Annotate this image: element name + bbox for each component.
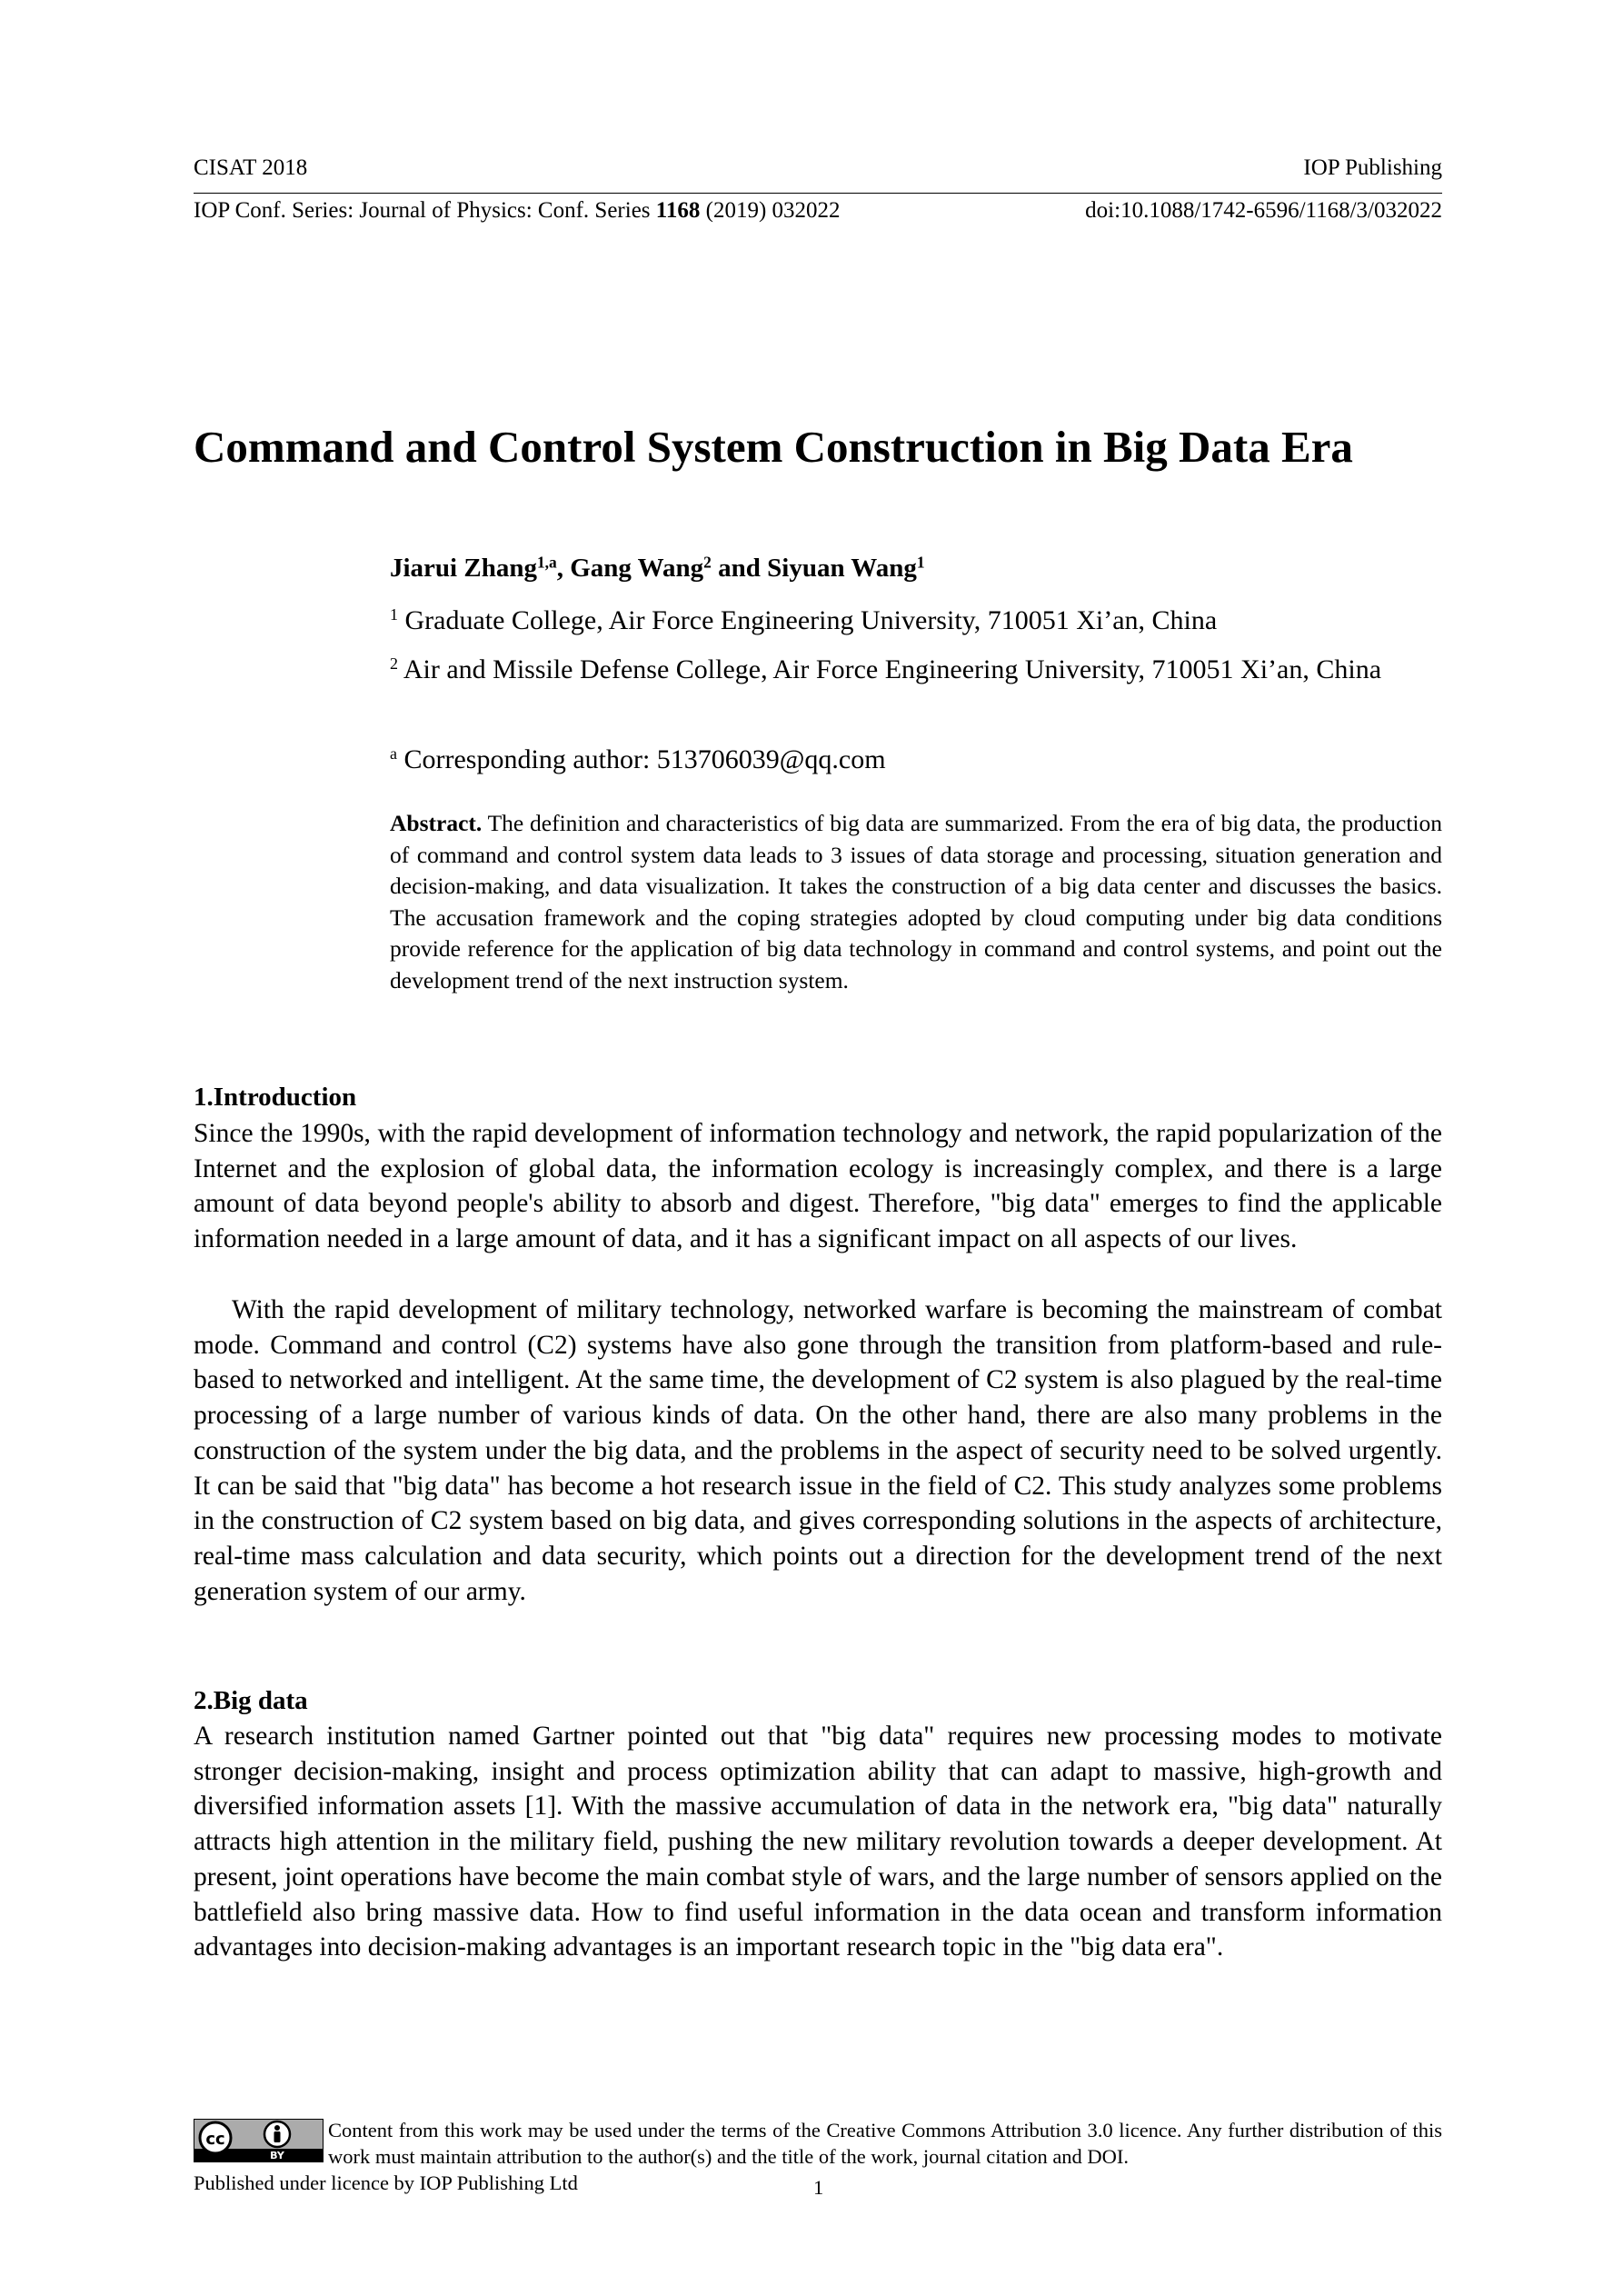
- doi-link[interactable]: doi:10.1088/1742-6596/1168/3/032022: [1085, 198, 1442, 223]
- section-heading-introduction: 1.Introduction: [194, 1083, 357, 1112]
- series-volume: 1168: [655, 198, 701, 223]
- licence-note: Content from this work may be used under the terms of the Creative Commons Attribution 3.0 licence. Any further distribution of this work must maintain attribution to the author(s) and the title of the work, journal citation and DOI.: [328, 2119, 1442, 2168]
- author-name: Jiarui Zhang: [390, 554, 537, 583]
- paragraph: A research institution named Gartner pointed out that "big data" requires new processing modes to motivate stronger decision-making, insight and process optimization ability that can adapt to massive, high-growth and diversified information assets [1]. With the massive accumulation of data in the network era, "big data" naturally attracts high attention in the military field, pushing the new military revolution towards a deeper development. At present, joint operations have become the main combat style of wars, and the large number of sensors applied on the battlefield also bring massive data. How to find useful information in the data ocean and transform information advantages into decision-making advantages is an important research topic in the "big data era".: [194, 1722, 1442, 1962]
- author-name: Gang Wang: [570, 554, 704, 583]
- author-affiliation-mark: 1: [916, 553, 925, 572]
- paragraph: With the rapid development of military technology, networked warfare is becoming the mainstream of combat mode. Command and control (C2) systems have also gone through the transition from platform-based and rule-based to networked and intelligent. At the same time, the development of C2 system is also plagued by the real-time processing of a large number of various kinds of data. On the other hand, there are also many problems in the construction of the system under the big data, and the problems in the aspect of security need to be solved urgently. It can be said that "big data" has become a hot research issue in the field of C2. This study analyzes some problems in the construction of C2 system based on big data, and gives corresponding solutions in the aspects of architecture, real-time mass calculation and data security, which points out a direction for the development trend of the next generation system of our army.: [194, 1295, 1442, 1606]
- affiliation-2: $^2$ Air and Missile Defense College, Air Force Engineering University, 710051 Xi’an, China: [390, 654, 1382, 684]
- publisher-footer: Published under licence by IOP Publishing Ltd: [194, 2171, 578, 2194]
- paragraph: Since the 1990s, with the rapid development of information technology and network, the rapid popularization of the Internet and the explosion of global data, the information ecology is increasingly complex, and there is a large amount of data beyond people's ability to absorb and digest. Therefore, "big data" emerges to find the applicable information needed in a large amount of data, and it has a significant impact on all aspects of our lives.: [194, 1119, 1442, 1254]
- author-affiliation-mark: 2: [703, 553, 712, 572]
- abstract-label: Abstract.: [390, 810, 483, 836]
- cc-logo-text: cc: [205, 2130, 225, 2149]
- cc-by-licence-icon: [194, 2119, 324, 2162]
- abstract-text: The definition and characteristics of big data are summarized. From the era of big data, the production of command and control system data leads to 3 issues of data storage and processing, situation generation and decision-making, and data visualization. It takes the construction of a big data center and discusses the basics. The accusation framework and the coping strategies adopted by cloud computing under big data conditions provide reference for the application of big data technology in command and control systems, and point out the development trend of the next instruction system.: [390, 810, 1442, 993]
- section-heading-big-data: 2.Big data: [194, 1686, 308, 1715]
- publisher-name: IOP Publishing: [1303, 155, 1442, 180]
- conference-name: CISAT 2018: [194, 155, 308, 180]
- affiliation-1: $^1$ Graduate College, Air Force Engineering University, 710051 Xi’an, China: [390, 605, 1218, 635]
- series-header: [194, 193, 1442, 225]
- paper-title: Command and Control System Construction in Big Data Era: [194, 422, 1353, 472]
- author-name: Siyuan Wang: [767, 554, 917, 583]
- abstract: [390, 808, 1442, 996]
- series-citation: IOP Conf. Series: Journal of Physics: Conf. Series 1168 (2019) 032022: [194, 198, 841, 223]
- cc-by-text: BY: [270, 2150, 284, 2161]
- running-header: [194, 155, 1442, 182]
- author-list: Jiarui Zhang$^{1,a}$, Gang Wang$^2$ and Siyuan Wang$^1$: [390, 553, 925, 583]
- corresponding-author: $^a$ Corresponding author: 513706039@qq.com: [390, 744, 886, 774]
- author-affiliation-mark: 1,a: [536, 553, 557, 572]
- page-number: 1: [813, 2176, 824, 2199]
